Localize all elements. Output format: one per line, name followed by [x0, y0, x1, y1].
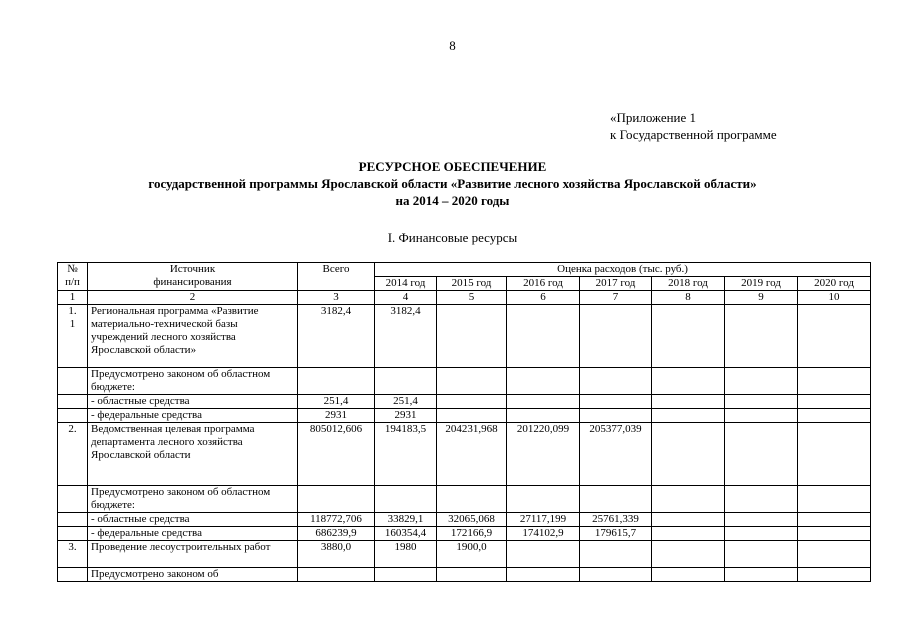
table-row [58, 409, 871, 423]
cell-2018 [652, 368, 725, 395]
cell-2015 [437, 409, 507, 423]
cell-2020 [798, 423, 871, 486]
cell-2017 [580, 568, 652, 582]
row-num [58, 395, 88, 409]
cell-2020 [798, 568, 871, 582]
row-total: 686239,9 [298, 527, 375, 541]
cell-2018 [652, 395, 725, 409]
header-estimate: Оценка расходов (тыс. руб.) [375, 263, 871, 277]
cell-2016: 27117,199 [507, 513, 580, 527]
cell-2020 [798, 368, 871, 395]
cell-2017: 179615,7 [580, 527, 652, 541]
section-title: I. Финансовые ресурсы [387, 230, 518, 245]
row-source: - областные средства [88, 395, 298, 409]
column-index: 10 [798, 291, 871, 305]
appendix-line-2: к Государственной программе [610, 127, 777, 142]
column-index: 3 [298, 291, 375, 305]
cell-2020 [798, 513, 871, 527]
header-year: 2018 год [652, 277, 725, 291]
cell-2016 [507, 541, 580, 568]
row-total [298, 486, 375, 513]
row-num: 2. [58, 423, 88, 486]
table-row [58, 486, 871, 513]
cell-2017 [580, 409, 652, 423]
cell-2017 [580, 305, 652, 368]
cell-2014: 33829,1 [375, 513, 437, 527]
row-source: Региональная программа «Развитие материально-технической базы учреждений лесного хозяйства Ярославской области» [88, 305, 298, 368]
cell-2019 [725, 423, 798, 486]
table-row [58, 527, 871, 541]
header-year: 2017 год [580, 277, 652, 291]
cell-2019 [725, 568, 798, 582]
row-num [58, 513, 88, 527]
cell-2020 [798, 527, 871, 541]
cell-2019 [725, 368, 798, 395]
appendix-line-1: «Приложение 1 [610, 110, 697, 125]
row-num: 3. [58, 541, 88, 568]
cell-2014: 2931 [375, 409, 437, 423]
row-total: 3182,4 [298, 305, 375, 368]
cell-2018 [652, 513, 725, 527]
cell-2019 [725, 541, 798, 568]
cell-2017: 205377,039 [580, 423, 652, 486]
cell-2018 [652, 527, 725, 541]
column-index: 5 [437, 291, 507, 305]
row-num [58, 368, 88, 395]
column-index: 6 [507, 291, 580, 305]
cell-2020 [798, 395, 871, 409]
row-source: Предусмотрено законом об областном бюджете: [88, 486, 298, 513]
cell-2019 [725, 527, 798, 541]
column-index: 2 [88, 291, 298, 305]
row-total: 3880,0 [298, 541, 375, 568]
column-index: 8 [652, 291, 725, 305]
cell-2018 [652, 568, 725, 582]
cell-2014: 3182,4 [375, 305, 437, 368]
row-source: Предусмотрено законом об областном бюджете: [88, 368, 298, 395]
table-row [58, 513, 871, 527]
cell-2018 [652, 541, 725, 568]
cell-2020 [798, 486, 871, 513]
cell-2016: 201220,099 [507, 423, 580, 486]
cell-2019 [725, 513, 798, 527]
heading-line-1: РЕСУРСНОЕ ОБЕСПЕЧЕНИЕ [358, 159, 547, 174]
row-num [58, 486, 88, 513]
table-row [58, 541, 871, 568]
page-number: 8 [449, 38, 456, 53]
cell-2018 [652, 409, 725, 423]
row-total: 2931 [298, 409, 375, 423]
cell-2015: 172166,9 [437, 527, 507, 541]
cell-2017 [580, 395, 652, 409]
cell-2014: 1980 [375, 541, 437, 568]
column-index: 4 [375, 291, 437, 305]
cell-2014: 160354,4 [375, 527, 437, 541]
table-header-row [58, 263, 871, 277]
column-index: 9 [725, 291, 798, 305]
financial-resources-table [57, 262, 871, 582]
header-year: 2015 год [437, 277, 507, 291]
cell-2014: 194183,5 [375, 423, 437, 486]
cell-2015 [437, 395, 507, 409]
cell-2017 [580, 368, 652, 395]
row-total: 118772,706 [298, 513, 375, 527]
cell-2016 [507, 368, 580, 395]
table-row [58, 368, 871, 395]
row-source: Ведомственная целевая программа департамента лесного хозяйства Ярославской области [88, 423, 298, 486]
header-year: 2016 год [507, 277, 580, 291]
cell-2015: 204231,968 [437, 423, 507, 486]
table-row [58, 305, 871, 368]
cell-2016 [507, 395, 580, 409]
cell-2019 [725, 486, 798, 513]
table-row [58, 423, 871, 486]
appendix-reference [610, 109, 777, 143]
header-year: 2019 год [725, 277, 798, 291]
cell-2016: 174102,9 [507, 527, 580, 541]
table-body [58, 305, 871, 582]
row-num [58, 409, 88, 423]
row-source: - областные средства [88, 513, 298, 527]
document-heading [0, 158, 905, 209]
cell-2016 [507, 409, 580, 423]
row-total [298, 568, 375, 582]
cell-2018 [652, 423, 725, 486]
cell-2018 [652, 486, 725, 513]
cell-2015 [437, 305, 507, 368]
row-num [58, 527, 88, 541]
cell-2015: 1900,0 [437, 541, 507, 568]
header-source: Источник финансирования [88, 263, 298, 291]
cell-2019 [725, 305, 798, 368]
cell-2020 [798, 305, 871, 368]
row-total: 805012,606 [298, 423, 375, 486]
header-total: Всего [298, 263, 375, 291]
cell-2015 [437, 368, 507, 395]
cell-2015 [437, 568, 507, 582]
row-total: 251,4 [298, 395, 375, 409]
row-total [298, 368, 375, 395]
cell-2019 [725, 409, 798, 423]
table-row [58, 395, 871, 409]
cell-2017 [580, 541, 652, 568]
heading-line-3: на 2014 – 2020 годы [395, 193, 510, 208]
header-num: № п/п [58, 263, 88, 291]
cell-2017 [580, 486, 652, 513]
column-index: 7 [580, 291, 652, 305]
column-index: 1 [58, 291, 88, 305]
cell-2020 [798, 409, 871, 423]
cell-2016 [507, 486, 580, 513]
cell-2020 [798, 541, 871, 568]
cell-2014 [375, 368, 437, 395]
row-source: Предусмотрено законом об [88, 568, 298, 582]
row-source: - федеральные средства [88, 527, 298, 541]
cell-2014 [375, 568, 437, 582]
cell-2016 [507, 305, 580, 368]
table-row [58, 568, 871, 582]
cell-2015 [437, 486, 507, 513]
cell-2016 [507, 568, 580, 582]
cell-2017: 25761,339 [580, 513, 652, 527]
cell-2015: 32065,068 [437, 513, 507, 527]
cell-2018 [652, 305, 725, 368]
row-source: Проведение лесоустроительных работ [88, 541, 298, 568]
cell-2019 [725, 395, 798, 409]
row-source: - федеральные средства [88, 409, 298, 423]
header-year: 2020 год [798, 277, 871, 291]
row-num: 1. 1 [58, 305, 88, 368]
heading-line-2: государственной программы Ярославской области «Развитие лесного хозяйства Ярославской области» [148, 176, 757, 191]
header-year: 2014 год [375, 277, 437, 291]
table-index-row [58, 291, 871, 305]
cell-2014: 251,4 [375, 395, 437, 409]
row-num [58, 568, 88, 582]
cell-2014 [375, 486, 437, 513]
